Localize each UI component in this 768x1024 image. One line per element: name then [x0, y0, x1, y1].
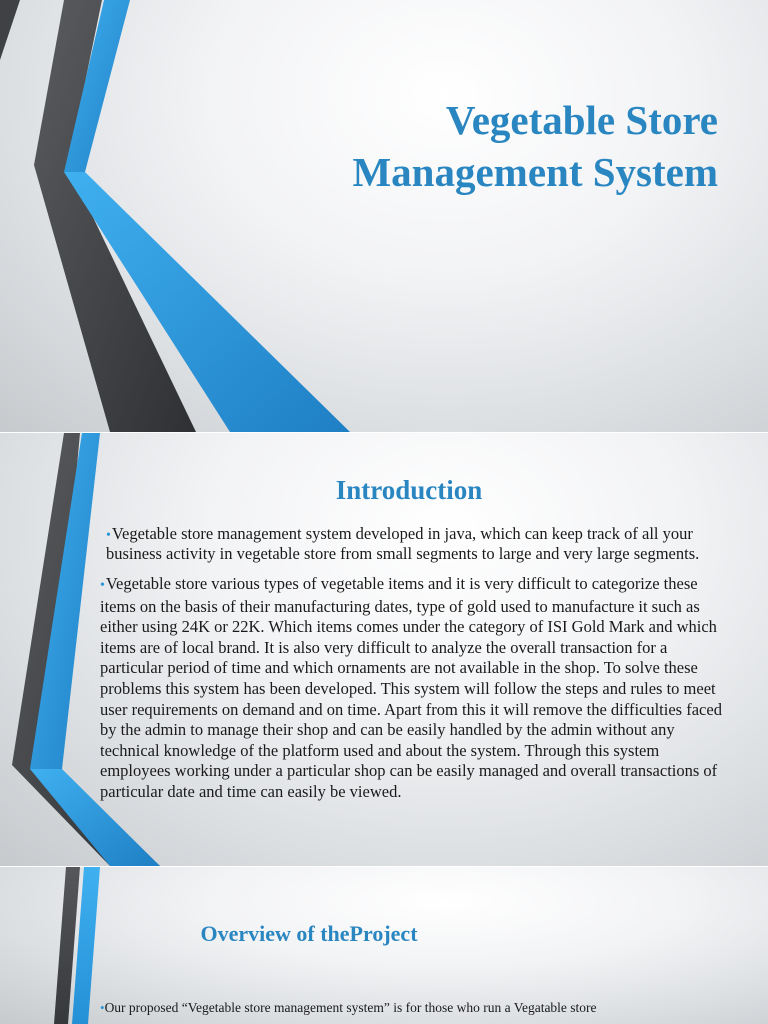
slide-title-heading — [352, 94, 718, 198]
bullet-text: Our proposed “Vegetable store management system” is for those who run a Vegatable store — [104, 1000, 597, 1015]
bullet-item — [98, 574, 728, 803]
introduction-bullet-list — [98, 525, 728, 803]
bullet-text: Vegetable store various types of vegetable items and it is very difficult to categorize these items on the basis of their manufacturing dates, type of gold used to manufacture it such as either using 24K or 22K. Which items comes under the category of ISI Gold Mark and which items are of local brand. It is also very difficult to analyze the overall transaction for a particular period of time and which ornaments are not available in the shop. To solve these problems this system has been developed. This system will follow the steps and rules to meet user requirements on demand and on time. Apart from this it will remove the difficulties faced by the admin to manage their shop and can be easily handled by the admin without any technical knowledge of the platform used and about the system. Through this system employees working under a particular shop can be easily managed and overall transactions of particular date and time can easily be viewed. — [100, 574, 722, 801]
bullet-item — [98, 525, 728, 563]
bullet-item — [100, 999, 740, 1017]
bullet-dot-icon: • — [100, 578, 105, 593]
slide-introduction — [0, 433, 768, 866]
title-line-2: Management System — [352, 149, 718, 195]
slide-title — [0, 0, 768, 432]
title-line-1: Vegetable Store — [445, 97, 718, 143]
slide-overview — [0, 867, 768, 1024]
overview-bullet-list — [100, 999, 740, 1017]
overview-heading: Overview of theProject — [200, 921, 418, 946]
decorative-stripes — [0, 0, 768, 432]
bullet-dot-icon: • — [106, 528, 111, 543]
bullet-text: Vegetable store management system developed in java, which can keep track of all your business activity in vegetable store from small segments to large and very large segments. — [106, 524, 700, 563]
bullet-dot-icon: • — [100, 1000, 105, 1015]
introduction-heading: Introduction — [335, 475, 483, 505]
